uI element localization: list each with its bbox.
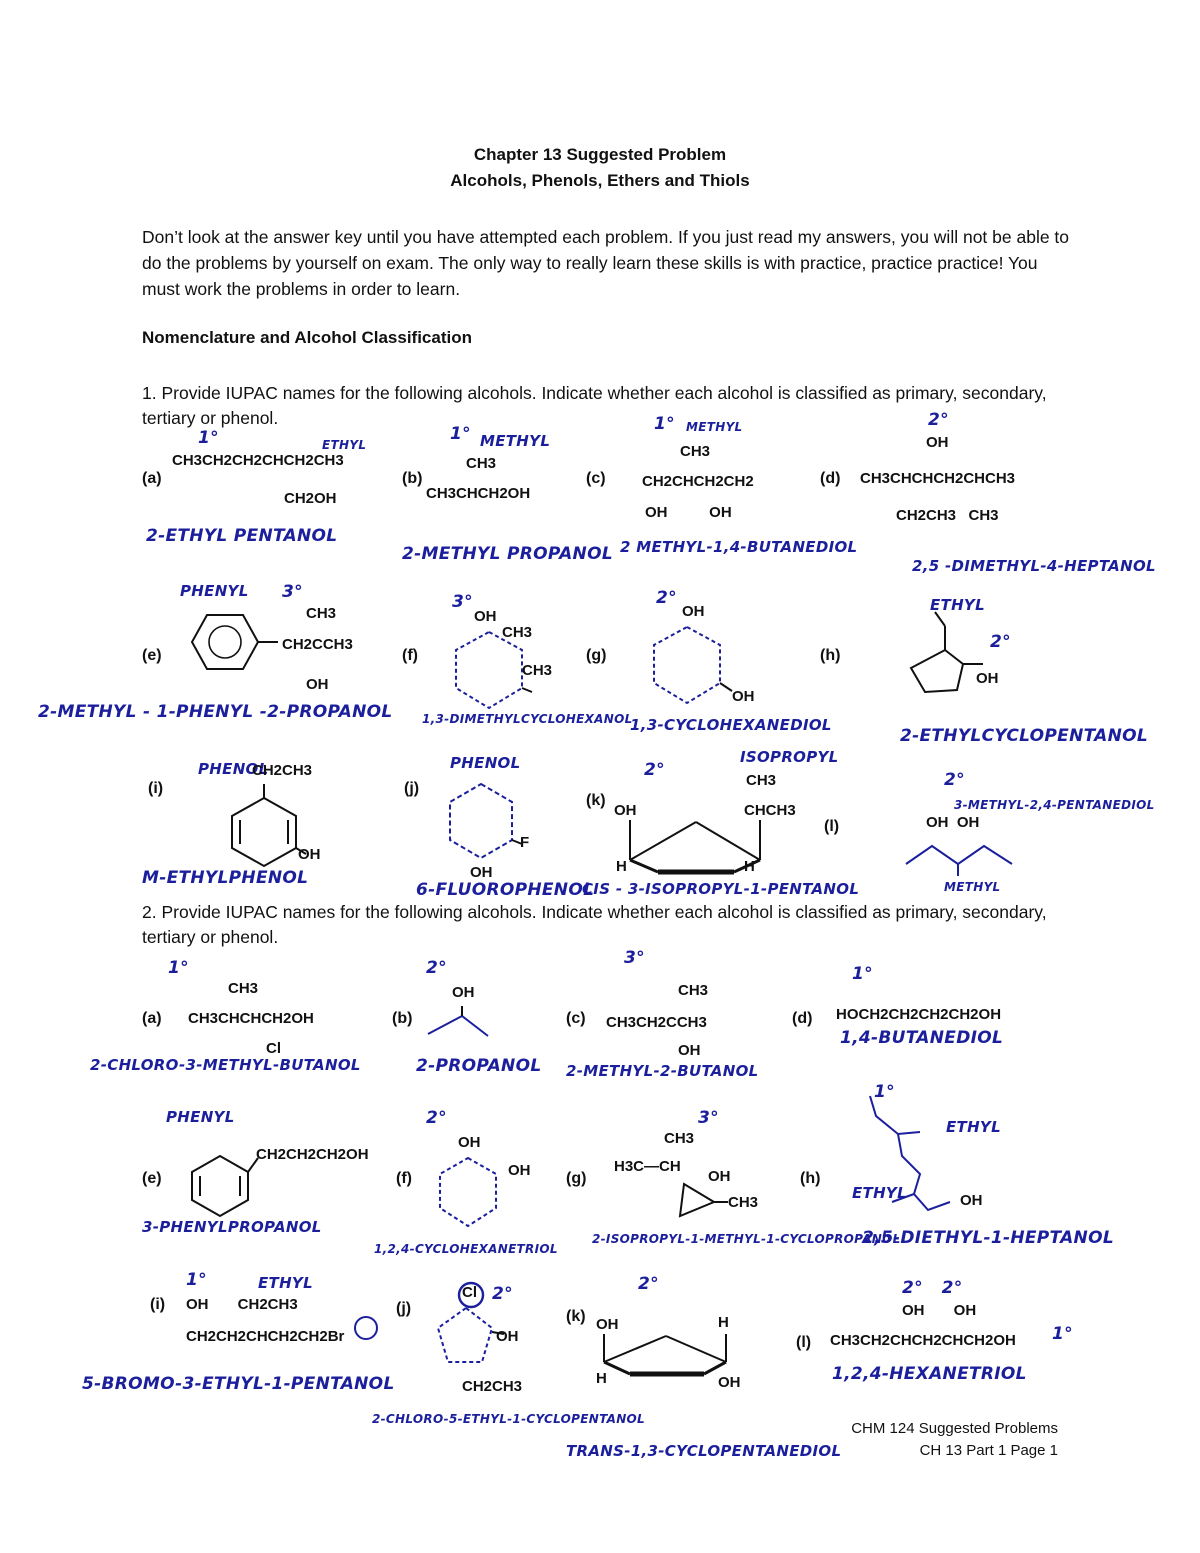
p2-j-label: (j) bbox=[396, 1300, 412, 1317]
p2-b-class: 2° bbox=[426, 958, 447, 978]
page-title: Chapter 13 Suggested Problem bbox=[473, 145, 727, 164]
p2-g-cyclopropane-ring bbox=[674, 1176, 724, 1222]
p1-j-benzene-ring bbox=[446, 782, 516, 862]
p2-d-answer: 1,4-BUTANEDIOL bbox=[840, 1028, 1004, 1048]
p2-i-note: ETHYL bbox=[258, 1274, 313, 1292]
p1-i-formula-sub: OH bbox=[298, 846, 321, 863]
p1-e-formula-top: CH3 bbox=[306, 605, 337, 622]
footer-page: CH 13 Part 1 Page 1 bbox=[919, 1442, 1058, 1459]
p2-h-note-2: ETHYL bbox=[852, 1184, 907, 1202]
p1-i-label: (i) bbox=[148, 780, 164, 797]
page-subtitle: Alcohols, Phenols, Ethers and Thiols bbox=[450, 171, 750, 190]
p2-j-class: 2° bbox=[492, 1284, 513, 1304]
p1-c-answer: 2 METHYL-1,4-BUTANEDIOL bbox=[620, 538, 858, 556]
p1-j-note: PHENOL bbox=[450, 754, 521, 772]
p1-c-formula-sub: OH OH bbox=[645, 504, 732, 521]
p1-l-formula: OH OH bbox=[926, 814, 980, 831]
p1-a-formula-sub: CH2OH bbox=[284, 490, 337, 507]
footer-course: CHM 124 Suggested Problems bbox=[851, 1420, 1058, 1437]
p2-h-class: 1° bbox=[874, 1082, 895, 1102]
section-heading: Nomenclature and Alcohol Classification bbox=[142, 328, 472, 347]
p1-e-label: (e) bbox=[142, 647, 162, 664]
p1-i-answer: M-ETHYLPHENOL bbox=[142, 868, 309, 888]
p1-j-formula-sub: OH bbox=[470, 864, 493, 881]
p2-f-formula: OH bbox=[508, 1162, 531, 1179]
p1-f-formula: CH3 bbox=[502, 624, 533, 641]
p2-a-formula: CH3CHCHCH2OH bbox=[188, 1010, 314, 1027]
p1-d-class: 2° bbox=[928, 410, 949, 430]
p1-f-answer: 1,3-DIMETHYLCYCLOHEXANOL bbox=[422, 712, 633, 726]
p2-i-class: 1° bbox=[186, 1270, 207, 1290]
p1-a-answer: 2-ETHYL PENTANOL bbox=[146, 526, 338, 546]
p1-f-cyclohexane-ring bbox=[452, 630, 526, 712]
p2-j-cyclopentane-ring bbox=[426, 1306, 506, 1370]
p2-i-br-circle bbox=[352, 1314, 380, 1342]
p1-d-formula-top: OH bbox=[926, 434, 949, 451]
p1-j-label: (j) bbox=[404, 780, 420, 797]
problem-1-prompt: 1. Provide IUPAC names for the following alcohols. Indicate whether each alcohol is classified as primary, secondary, tertiary or phenol. bbox=[142, 383, 1047, 428]
p1-f-label: (f) bbox=[402, 647, 418, 664]
p1-c-formula: CH2CHCH2CH2 bbox=[642, 473, 754, 490]
p2-h-label: (h) bbox=[800, 1170, 821, 1187]
p2-d-formula: HOCH2CH2CH2CH2OH bbox=[836, 1006, 1002, 1023]
p2-h-formula: OH bbox=[960, 1192, 983, 1209]
p1-j-answer: 6-FLUOROPHENOL bbox=[416, 880, 595, 900]
p2-k-class: 2° bbox=[638, 1274, 659, 1294]
p2-g-me: CH3 bbox=[728, 1194, 759, 1211]
p2-c-formula-top: CH3 bbox=[678, 982, 709, 999]
p2-k-formula-sub: OH bbox=[718, 1374, 741, 1391]
p1-j-formula: F bbox=[520, 834, 530, 851]
p2-l-formula: CH3CH2CHCH2CHCH2OH bbox=[830, 1332, 1016, 1349]
p2-c-answer: 2-METHYL-2-BUTANOL bbox=[566, 1062, 759, 1080]
p2-e-benzene-ring bbox=[188, 1154, 252, 1210]
p1-f-formula-top: OH bbox=[474, 608, 497, 625]
p2-j-formula-top: Cl bbox=[462, 1284, 477, 1301]
p2-j-answer: 2-CHLORO-5-ETHYL-1-CYCLOPENTANOL bbox=[372, 1412, 646, 1426]
p1-d-label: (d) bbox=[820, 470, 841, 487]
p2-g-formula: H3C—CH bbox=[614, 1158, 681, 1175]
p2-g-answer: 2-ISOPROPYL-1-METHYL-1-CYCLOPROPANOL bbox=[592, 1232, 901, 1246]
p2-j-formula-sub: CH2CH3 bbox=[462, 1378, 523, 1395]
p2-a-label: (a) bbox=[142, 1010, 162, 1027]
p1-l-note: METHYL bbox=[944, 880, 1001, 894]
p2-b-formula-top: OH bbox=[452, 984, 475, 1001]
p2-g-label: (g) bbox=[566, 1170, 587, 1187]
p1-l-carbon-chain bbox=[904, 836, 1024, 876]
p2-a-formula-top: CH3 bbox=[228, 980, 259, 997]
p2-b-answer: 2-PROPANOL bbox=[416, 1056, 542, 1076]
p1-d-formula-sub: CH2CH3 CH3 bbox=[896, 507, 999, 524]
p1-h-class: 2° bbox=[990, 632, 1011, 652]
p1-k-label: (k) bbox=[586, 792, 606, 809]
p2-g-oh: OH bbox=[708, 1168, 731, 1185]
p1-f-class: 3° bbox=[452, 592, 473, 612]
p1-g-formula-top: OH bbox=[682, 603, 705, 620]
p1-b-formula: CH3CHCH2OH bbox=[426, 485, 531, 502]
p1-b-class: 1° bbox=[450, 424, 471, 444]
p1-h-cyclopentane-ring bbox=[905, 606, 985, 702]
p2-j-formula: OH bbox=[496, 1328, 519, 1345]
p1-e-benzene-ring bbox=[190, 612, 260, 672]
p1-k-h-right: H bbox=[744, 858, 755, 875]
p2-e-answer: 3-PHENYLPROPANOL bbox=[142, 1218, 322, 1236]
p2-a-answer: 2-CHLORO-3-METHYL-BUTANOL bbox=[90, 1056, 361, 1074]
p1-e-formula: CH2CCH3 bbox=[282, 636, 353, 653]
p1-g-formula-sub: OH bbox=[732, 688, 755, 705]
p1-e-answer: 2-METHYL - 1-PHENYL -2-PROPANOL bbox=[38, 702, 393, 722]
p2-l-class: 2° 2° bbox=[902, 1278, 963, 1298]
p2-k-formula-top: OH bbox=[596, 1316, 619, 1333]
p2-b-skeletal bbox=[424, 1006, 494, 1040]
p1-e-formula-sub: OH bbox=[306, 676, 329, 693]
p1-b-label: (b) bbox=[402, 470, 423, 487]
p2-c-formula-sub: OH bbox=[678, 1042, 701, 1059]
page-footer bbox=[851, 1418, 1058, 1462]
p1-i-benzene-ring bbox=[226, 784, 302, 868]
p2-k-h-bottom: H bbox=[596, 1370, 607, 1387]
p2-e-note: PHENYL bbox=[166, 1108, 235, 1126]
p1-k-formula-top: CH3 bbox=[746, 772, 777, 789]
p1-d-answer: 2,5 -DIMETHYL-4-HEPTANOL bbox=[912, 557, 1156, 575]
p1-k-class: 2° bbox=[644, 760, 665, 780]
p1-g-answer: 1,3-CYCLOHEXANEDIOL bbox=[630, 716, 832, 734]
p1-c-class: 1° bbox=[654, 414, 675, 434]
intro-paragraph: Don’t look at the answer key until you have attempted each problem. If you just read my answers, you will not be able to do the problems by yourself on exam. The only way to really learn these skills is with practice, practice practice! You must work the problems in order to learn. bbox=[142, 227, 1070, 299]
p2-g-class: 3° bbox=[698, 1108, 719, 1128]
p2-a-class: 1° bbox=[168, 958, 189, 978]
p2-l-formula-top: OH OH bbox=[902, 1302, 977, 1319]
p1-h-answer: 2-ETHYLCYCLOPENTANOL bbox=[900, 726, 1149, 746]
p2-h-answer: 2,5-DIETHYL-1-HEPTANOL bbox=[862, 1228, 1114, 1248]
p2-i-formula: CH2CH2CHCH2CH2Br bbox=[186, 1328, 345, 1345]
p2-f-answer: 1,2,4-CYCLOHEXANETRIOL bbox=[374, 1242, 558, 1256]
p2-i-answer: 5-BROMO-3-ETHYL-1-PENTANOL bbox=[82, 1374, 395, 1394]
p2-d-class: 1° bbox=[852, 964, 873, 984]
p1-l-label: (l) bbox=[824, 818, 840, 835]
p1-i-formula-top: CH2CH3 bbox=[252, 762, 313, 779]
p2-c-formula: CH3CH2CCH3 bbox=[606, 1014, 707, 1031]
problem-2-prompt: 2. Provide IUPAC names for the following alcohols. Indicate whether each alcohol is classified as primary, secondary, tertiary or phenol. bbox=[142, 902, 1047, 947]
p1-a-class: 1° bbox=[198, 428, 219, 448]
p1-f-formula-sub: CH3 bbox=[522, 662, 553, 679]
p1-k-formula-left: OH bbox=[614, 802, 637, 819]
p1-b-answer: 2-METHYL PROPANOL bbox=[402, 544, 613, 564]
p2-f-formula-top: OH bbox=[458, 1134, 481, 1151]
p1-g-class: 2° bbox=[656, 588, 677, 608]
p1-k-answer: CIS - 3-ISOPROPYL-1-PENTANOL bbox=[582, 880, 860, 898]
p1-l-answer: 3-METHYL-2,4-PENTANEDIOL bbox=[954, 798, 1155, 812]
p2-f-class: 2° bbox=[426, 1108, 447, 1128]
p1-e-class: 3° bbox=[282, 582, 303, 602]
p1-d-formula: CH3CHCHCH2CHCH3 bbox=[860, 470, 1016, 487]
p2-b-label: (b) bbox=[392, 1010, 413, 1027]
p1-h-formula: OH bbox=[976, 670, 999, 687]
p1-h-label: (h) bbox=[820, 647, 841, 664]
p1-i-note: PHENOL bbox=[198, 760, 269, 778]
p2-f-label: (f) bbox=[396, 1170, 412, 1187]
p2-k-h-top: H bbox=[718, 1314, 729, 1331]
p2-c-label: (c) bbox=[566, 1010, 586, 1027]
p2-l-label: (l) bbox=[796, 1334, 812, 1351]
p1-k-note: ISOPROPYL bbox=[740, 748, 839, 766]
p1-c-note: METHYL bbox=[686, 420, 743, 434]
p2-l-answer: 1,2,4-HEXANETRIOL bbox=[832, 1364, 1027, 1384]
p2-g-formula-top: CH3 bbox=[664, 1130, 695, 1147]
p1-b-formula-top: CH3 bbox=[466, 455, 497, 472]
p1-e-note: PHENYL bbox=[180, 582, 249, 600]
p2-l-class-end: 1° bbox=[1052, 1324, 1073, 1344]
p1-k-h-left: H bbox=[616, 858, 627, 875]
p2-e-formula: CH2CH2CH2OH bbox=[256, 1146, 369, 1163]
p1-c-formula-top: CH3 bbox=[680, 443, 711, 460]
p2-e-label: (e) bbox=[142, 1170, 162, 1187]
p1-b-note: METHYL bbox=[480, 432, 551, 450]
p1-a-formula: CH3CH2CH2CHCH2CH3 bbox=[172, 452, 344, 469]
p2-i-label: (i) bbox=[150, 1296, 166, 1313]
p2-i-formula-top: OH CH2CH3 bbox=[186, 1296, 298, 1313]
p1-l-class: 2° bbox=[944, 770, 965, 790]
p2-k-answer: TRANS-1,3-CYCLOPENTANEDIOL bbox=[566, 1442, 842, 1460]
p1-c-label: (c) bbox=[586, 470, 606, 487]
p1-g-label: (g) bbox=[586, 647, 607, 664]
p1-h-note: ETHYL bbox=[930, 596, 985, 614]
p2-d-label: (d) bbox=[792, 1010, 813, 1027]
p2-f-cyclohexane-ring bbox=[436, 1156, 500, 1230]
p1-a-note: ETHYL bbox=[322, 438, 367, 452]
p1-a-label: (a) bbox=[142, 470, 162, 487]
p2-a-formula-sub: Cl bbox=[266, 1040, 281, 1057]
p1-g-cyclohexane-ring bbox=[650, 625, 724, 707]
p2-k-label: (k) bbox=[566, 1308, 586, 1325]
p1-k-formula: CHCH3 bbox=[744, 802, 796, 819]
p2-c-class: 3° bbox=[624, 948, 645, 968]
p2-h-note: ETHYL bbox=[946, 1118, 1001, 1136]
